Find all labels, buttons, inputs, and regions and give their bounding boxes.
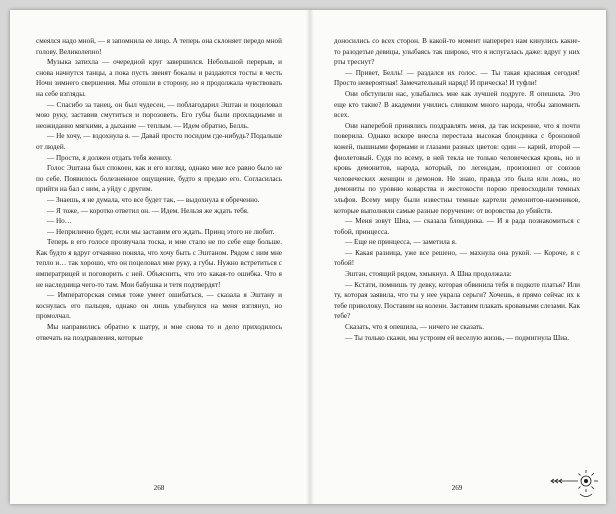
book-gutter bbox=[306, 10, 314, 504]
left-page-text bbox=[36, 36, 282, 343]
paragraph: Эштан, стоящий рядом, хмыкнул. А Шиа продолжала: bbox=[345, 270, 512, 279]
paragraph: — Знаешь, я не думала, что все будет так, — выдохнула я обреченно. bbox=[47, 195, 260, 204]
left-page-number: 268 bbox=[153, 484, 165, 492]
paragraph: Музыка затихла — очередной круг завершился. Небольшой перерыв, и снова начнутся танцы, а пока пусть звенят бокалы и раздаются тосты в честь Ночи зимнего свершения. Мы отошли в сторону, но я продолжала чувствовать на себе взгляды. bbox=[36, 58, 282, 98]
paragraph: Они наперебой принялись поздравлять меня, да так искренне, что я почти поверила. Однако вскоре внесла перестала высокая блондинка с бронзовой кожей, пышными формами и глазами разных цветов: один — карий, второй — фиолетовый. Судя по всему, в ней текла не только человеческая кровь, но и кровь демонитов, народа, который, по легендам, произошел от союзов человеческих женщин и демонов. Не знаю, правда это была или ложь, но демониты по уровню коварства и жестокости порою превосходили темных эльфов. Всему миру были известны темные картели демонитов-наемников, которые выполняли самые разные поручение: от воровства до убийств. bbox=[334, 121, 580, 215]
paragraph: — Не хочу, — вздохнула я. — Давай просто посидим где-нибудь? Подальше от людей. bbox=[36, 132, 282, 151]
book-spread bbox=[10, 10, 606, 504]
paragraph: — Я тоже, — коротко ответил он. — Идем. Нельзя же ждать тебя. bbox=[47, 206, 249, 215]
paragraph: Голос Эштана был спокоен, как и его взгляд, однако мне все равно было не по себе. Появилось болезненное ощущение, будто я предаю его. Согласилась прийти на бал с ним, а уйду с другим. bbox=[36, 164, 282, 194]
paragraph: — Неприлично будет, если мы заставим его ждать. Принц этого не любит. bbox=[47, 227, 275, 236]
paragraph: — Ты только скажи, мы устроим ей веселую жизнь, — подмигнула Шиа. bbox=[345, 333, 570, 342]
paragraph: — Прости, я должен отдать тебя жениху. bbox=[47, 153, 172, 162]
paragraph: — Еще не принцесса, — заметила я. bbox=[345, 238, 457, 247]
paragraph: смеялся надо мной, — я запомнила ее лицо. А теперь она склоняет передо мной голову. Великолепно! bbox=[36, 37, 282, 56]
paragraph: — Спасибо за танец, он был чудесен, — поблагодарил Эштан и поцеловал мою руку, заставив смутиться и порозоветь. Его губы были прохладными и неожиданно мягкими, а дыхание — теплым. — Идем обратно, Белль. bbox=[36, 100, 282, 130]
right-page-text bbox=[334, 36, 580, 343]
paragraph: — Императорская семья тоже умеет ошибаться, — сказала я Эштану и коснулась его пальцев, однако он лишь улыбнулся на меня взглянул, но промолчал. bbox=[36, 291, 282, 321]
arrow-sun-ornament-icon bbox=[550, 468, 600, 500]
paragraph: — Привет, Белль! — раздался их голос. — Ты такая красивая сегодня! Просто невероятная! Замечательный наряд! И прическа! И туфли! bbox=[334, 68, 580, 88]
paragraph: — Кстати, помнишь ту девку, которая обвинила тебя в подкоте платья? Или ту, которая заявила, что ты у нее украла серьги? Хочешь, я прямо сейчас их к тебе приволоку. Поставим на колени. Заставим плакать кровавыми слезами. Как тебе? bbox=[334, 280, 580, 321]
paragraph: Сказать, что я опешила, — ничего не сказать. bbox=[345, 323, 485, 332]
paragraph: Теперь в его голосе прозвучала тоска, и мне стало не по себе еще больше. Как будто я вдруг отчаянно поняла, что хочу быть с Эштаном. Рядом с ним мне тепло и… так хорошо, что он поцеловал мне руку, а губы. Нужно встретиться с императрицей и поговорить с ней. Объяснить, что это какая-то ошибка. Что я не наследница чего-то там. Мои бабушка и тетя подтвердят! bbox=[36, 238, 282, 289]
paragraph: Они обступили нас, улыбались мне как лучшей подруге. Я опешила. Это еще кто такие? В академии учились слишком много народа, чтобы запомнить всех. bbox=[334, 89, 580, 120]
paragraph: — Но… bbox=[47, 217, 72, 226]
paragraph: — Какая разница, уже все решено, — махнула она рукой. — Короче, я с тобой! bbox=[334, 248, 580, 268]
paragraph: — Меня зовут Шиа, — сказала блондинка. — И я рада познакомиться с тобой, принцесса. bbox=[334, 217, 580, 236]
right-page-number: 269 bbox=[451, 484, 463, 492]
paragraph: доносились со всех сторон. В какой-то момент наперерез нам кинулись какие-то разодетые девицы, улыбаясь так широко, что я испугалась даже: вдруг у них рты треснут? bbox=[334, 37, 580, 67]
paragraph: Мы направились обратно к шатру, и мне снова то и дело приходилось отвечать на поздравления, которые bbox=[36, 323, 282, 342]
